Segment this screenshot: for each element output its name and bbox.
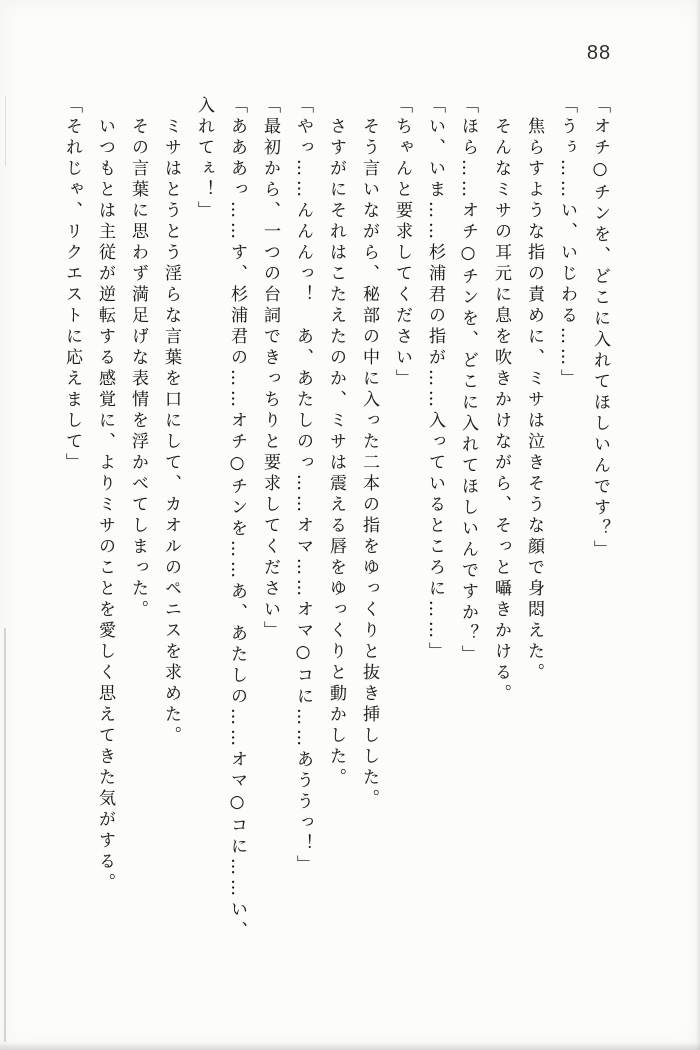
text-column: その言葉に思わず満足げな表情を浮かべてしまった。	[128, 117, 148, 621]
scan-edge-artifact	[5, 96, 6, 166]
text-column: 「最初から、一つの台詞できっちりと要求してください」	[260, 96, 280, 642]
text-column: 「それじゃ、リクエストに応えまして」	[62, 96, 82, 474]
text-column: さすがにそれはこたえたのか、ミサは震える唇をゆっくりと動かした。	[326, 117, 346, 789]
scan-edge-artifact	[4, 628, 6, 1042]
text-column: 「やっ……んんんっ！ あ、あたしのっ……オマ……オマ○コに……あううっ！」	[293, 96, 313, 876]
text-column: 焦らすような指の責めに、ミサは泣きそうな顔で身悶えた。	[524, 117, 544, 684]
scan-edge-shade	[695, 0, 700, 1050]
text-column: 「ちゃんと要求してください」	[392, 96, 412, 390]
scan-edge-shade	[0, 1042, 700, 1050]
page-number: 88	[586, 42, 612, 64]
text-column: 「ほら……オチ○チンを、どこに入れてほしいんですか？」	[458, 96, 478, 666]
text-column: そう言いながら、秘部の中に入った二本の指をゆっくりと抜き挿しした。	[359, 117, 379, 810]
vertical-text-block	[54, 96, 616, 962]
text-column: 「い、いま……杉浦君の指が……入っているところに……」	[425, 96, 445, 663]
text-column: 「オチ○チンを、どこに入れてほしいんです？」	[590, 96, 610, 561]
text-column: そんなミサの耳元に息を吹きかけながら、そっと囁きかける。	[491, 117, 511, 705]
text-column: 「うぅ……い、いじわる……」	[557, 96, 577, 390]
text-column: 「あああっ……す、杉浦君の……オチ○チンを……あ、あたしの……オマ○コに……い、	[227, 96, 247, 942]
text-column: 入れてぇ！」	[194, 96, 214, 222]
text-column: いつもとは主従が逆転する感覚に、よりミサのことを愛しく思えてきた気がする。	[95, 117, 115, 894]
text-column: ミサはとうとう淫らな言葉を口にして、カオルのペニスを求めた。	[161, 117, 181, 747]
